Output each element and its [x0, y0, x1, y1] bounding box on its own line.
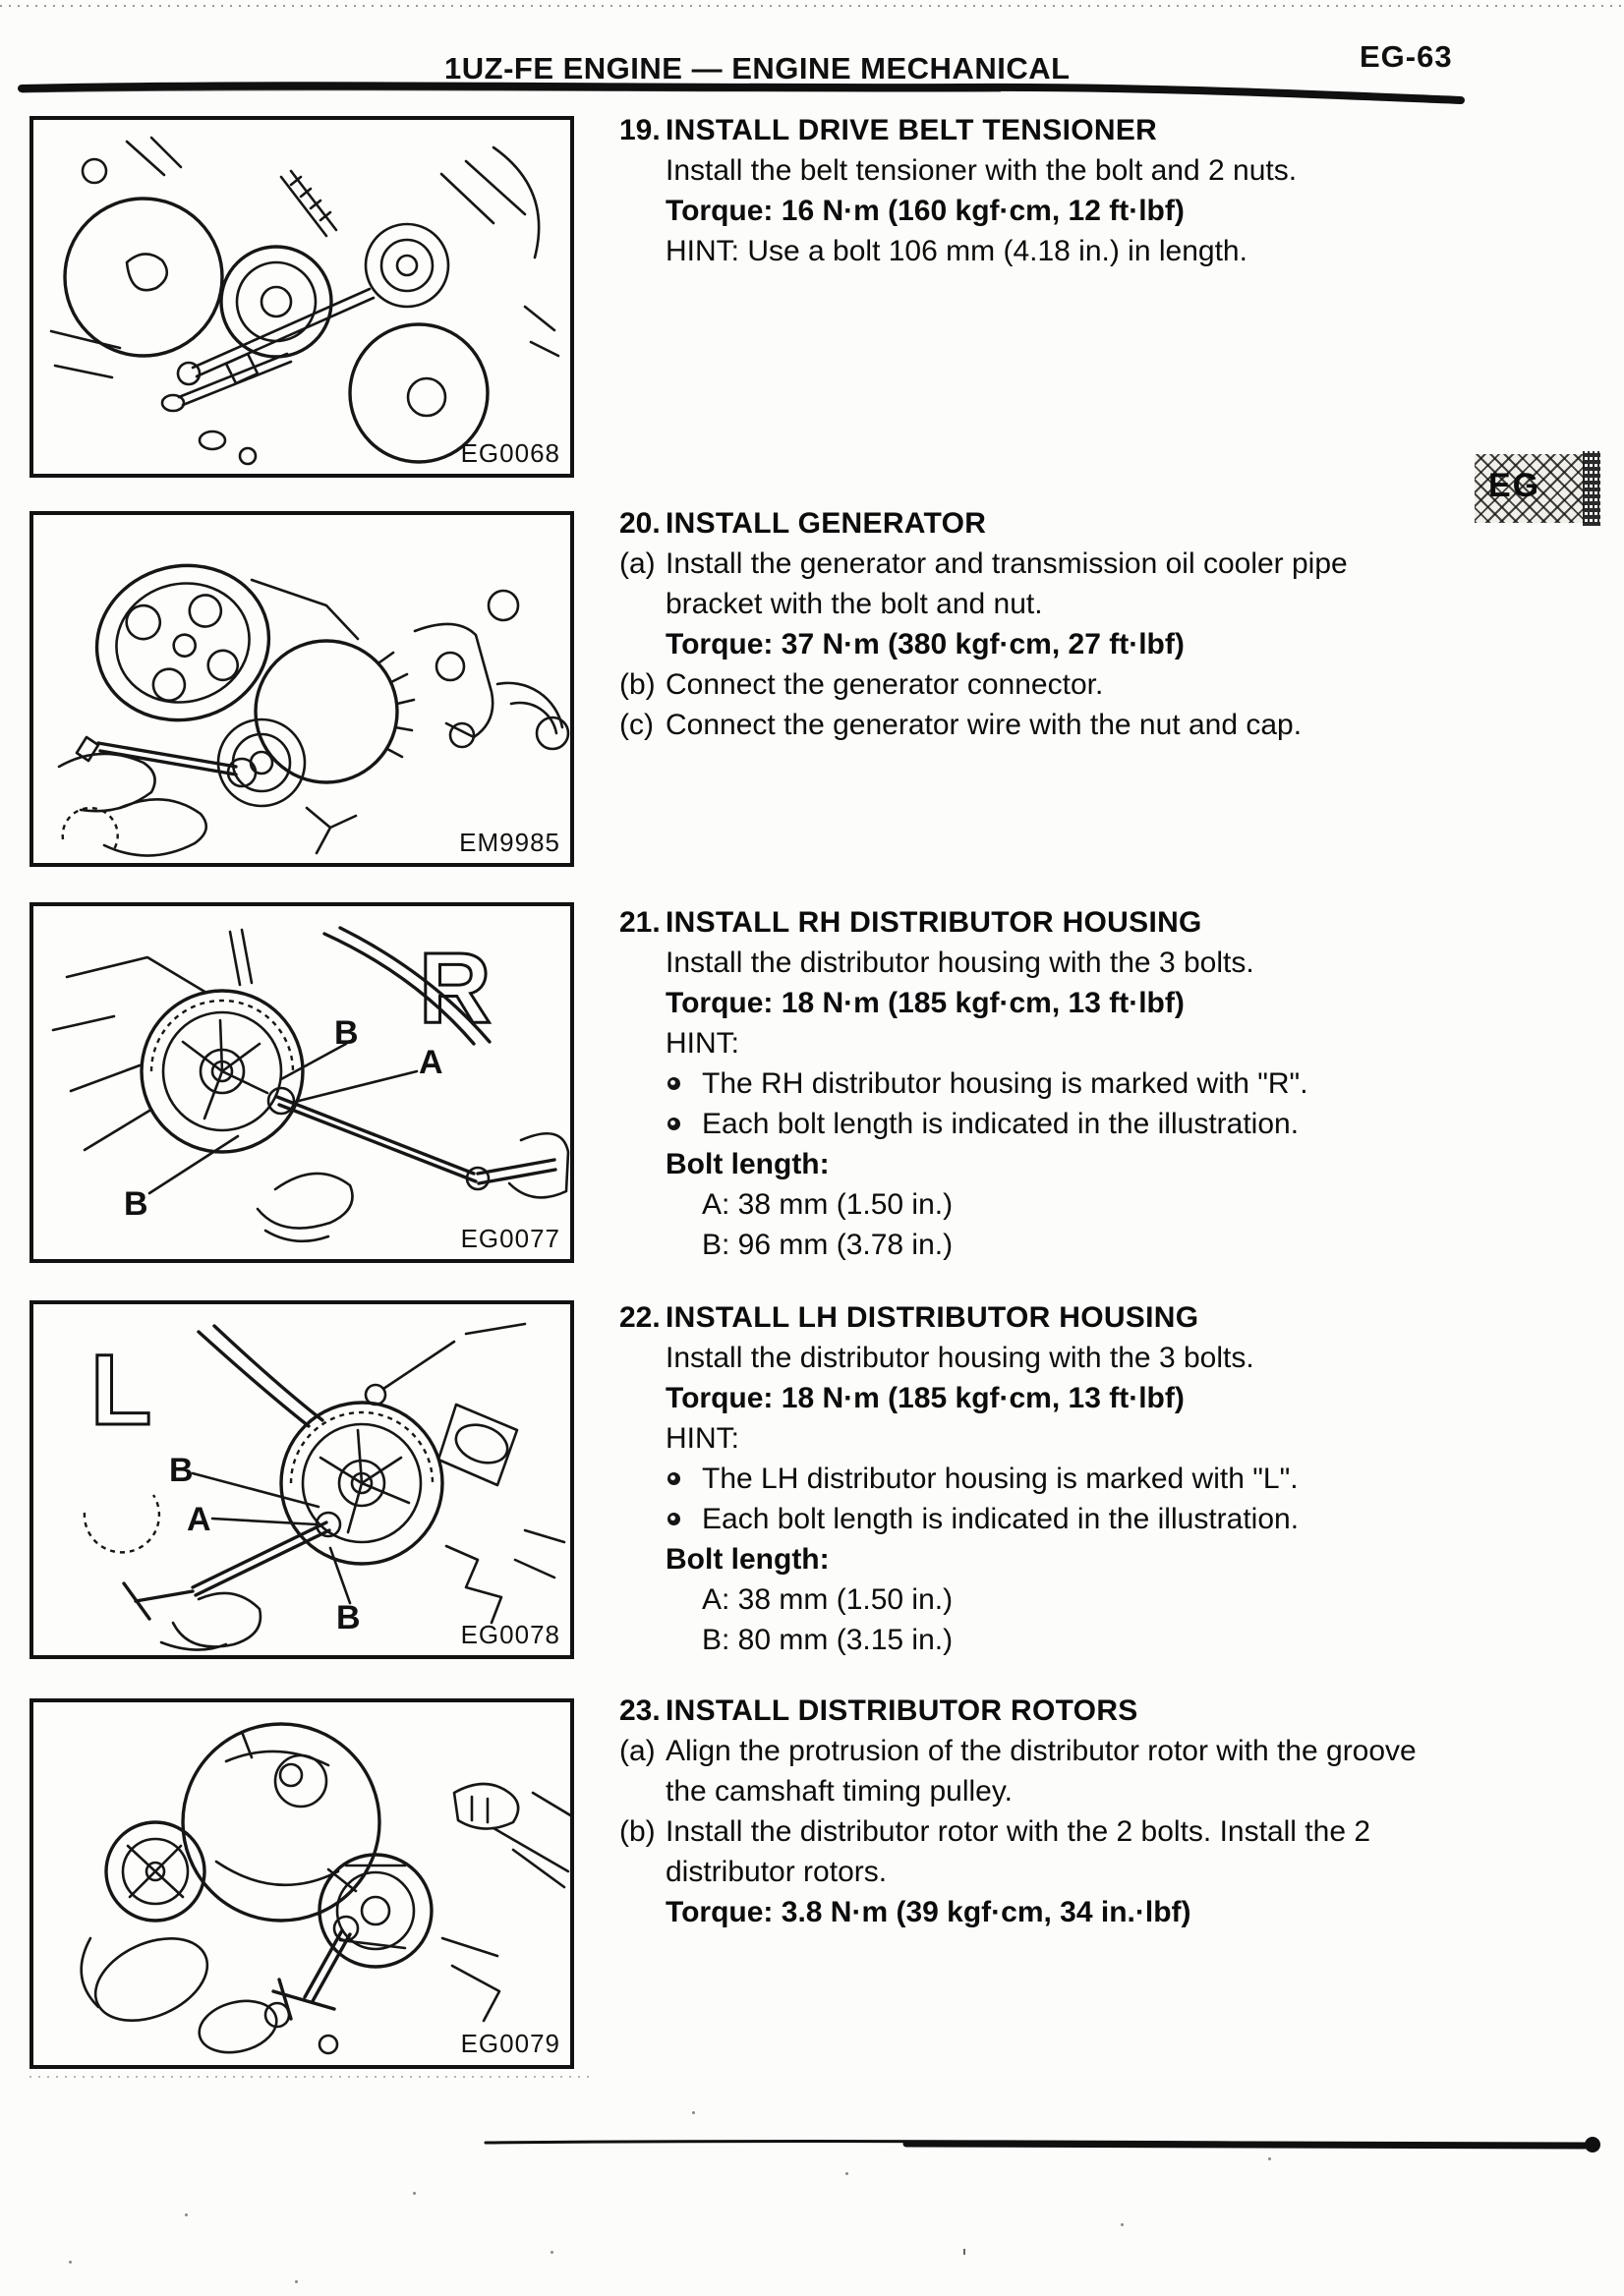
- figure-code: EG0077: [460, 1224, 560, 1253]
- torque-spec: Torque: 16 N·m (160 kgf·cm, 12 ft·lbf): [666, 195, 1185, 227]
- step-text: Connect the generator wire with the nut and cap.: [666, 709, 1303, 741]
- spec-value: B: 96 mm (3.78 in.): [702, 1229, 954, 1261]
- instruction-step: [619, 1811, 1450, 1892]
- scan-speck: [413, 2192, 416, 2195]
- torque-spec: Torque: 3.8 N·m (39 kgf·cm, 34 in.·lbf): [666, 1896, 1191, 1928]
- figure-illustration: [33, 120, 570, 474]
- body-text: HINT: Use a bolt 106 mm (4.18 in.) in length.: [666, 235, 1247, 267]
- instruction-step: [619, 544, 1450, 624]
- bolt-callout-b: B: [169, 1452, 194, 1489]
- figure-code: EG0078: [460, 1620, 560, 1649]
- section-heading: [619, 902, 1450, 943]
- housing-mark-letter: R: [419, 932, 492, 1044]
- section-heading: [619, 110, 1450, 150]
- engine-line-art: [82, 1724, 570, 2060]
- step-text: Connect the generator connector.: [666, 668, 1104, 701]
- section-title: INSTALL DRIVE BELT TENSIONER: [666, 114, 1158, 146]
- body-text: HINT:: [666, 1027, 739, 1060]
- instruction-step: [619, 705, 1450, 745]
- spec-label: Bolt length:: [666, 1148, 830, 1180]
- bolt-callout-b2: B: [336, 1599, 361, 1636]
- header-rule: [18, 77, 1473, 110]
- section-title: INSTALL DISTRIBUTOR ROTORS: [666, 1694, 1138, 1727]
- section-19-install-drive-belt-tensioner: [619, 110, 1450, 271]
- hint-text: The RH distributor housing is marked with "R".: [702, 1067, 1308, 1100]
- scan-speck: [69, 2261, 72, 2264]
- spec-value: A: 38 mm (1.50 in.): [702, 1583, 954, 1616]
- step-marker: (b): [619, 668, 656, 701]
- section-22-install-lh-distributor-housing: [619, 1297, 1450, 1660]
- hint-bullet-line: [619, 1499, 1450, 1539]
- section-20-install-generator: [619, 503, 1450, 745]
- instruction-step: [619, 1731, 1450, 1811]
- scan-artifact-bottom-dots: [29, 2076, 595, 2078]
- bullet-icon: [666, 1459, 702, 1499]
- section-number: 22.: [619, 1301, 661, 1334]
- bolt-callout-b2: B: [124, 1185, 148, 1223]
- body-text: Install the distributor housing with the 3 bolts.: [666, 1342, 1254, 1374]
- scan-speck: [295, 2280, 298, 2283]
- figure-distributor-rotors: [29, 1698, 574, 2069]
- footer-rule: [484, 2131, 1614, 2156]
- section-title: INSTALL GENERATOR: [666, 507, 987, 540]
- scan-speck: [963, 2249, 965, 2255]
- section-heading: [619, 503, 1450, 544]
- figure-code: EG0068: [460, 438, 560, 468]
- figure-code: EM9985: [459, 828, 560, 857]
- step-marker: (c): [619, 709, 654, 741]
- section-tab-eg: [1475, 454, 1585, 523]
- section-number: 21.: [619, 906, 661, 939]
- engine-line-art: [85, 1324, 564, 1650]
- scan-speck: [551, 2251, 553, 2254]
- spec-value: A: 38 mm (1.50 in.): [702, 1188, 954, 1221]
- section-heading: [619, 1297, 1450, 1338]
- step-marker: (b): [619, 1815, 656, 1848]
- step-text: Align the protrusion of the distributor rotor with the groove the camshaft timing pulley.: [666, 1735, 1417, 1808]
- body-text: HINT:: [666, 1422, 739, 1455]
- figure-illustration: [33, 1702, 570, 2065]
- step-text: Install the distributor rotor with the 2 bolts. Install the 2 distributor rotors.: [666, 1815, 1371, 1888]
- spec-label: Bolt length:: [666, 1543, 830, 1576]
- hint-text: Each bolt length is indicated in the illustration.: [702, 1108, 1300, 1140]
- step-marker: (a): [619, 547, 656, 580]
- body-text: Install the belt tensioner with the bolt and 2 nuts.: [666, 154, 1298, 187]
- bolt-callout-a: A: [187, 1501, 211, 1538]
- hint-bullet-line: [619, 1459, 1450, 1499]
- figure-illustration: [33, 515, 570, 863]
- section-title: INSTALL LH DISTRIBUTOR HOUSING: [666, 1301, 1199, 1334]
- bullet-icon: [666, 1063, 702, 1104]
- figure-illustration: [33, 1304, 570, 1655]
- torque-spec: Torque: 37 N·m (380 kgf·cm, 27 ft·lbf): [666, 628, 1185, 660]
- scan-speck: [692, 2111, 695, 2114]
- step-marker: (a): [619, 1735, 656, 1767]
- spec-value: B: 80 mm (3.15 in.): [702, 1624, 954, 1656]
- section-number: 20.: [619, 507, 661, 540]
- engine-line-art: [51, 138, 558, 464]
- figure-illustration: [33, 906, 570, 1259]
- section-tab-label: EG: [1488, 467, 1541, 504]
- hint-text: The LH distributor housing is marked with "L".: [702, 1463, 1299, 1495]
- scan-speck: [1268, 2157, 1271, 2160]
- scan-speck: [185, 2213, 188, 2216]
- scan-speck: [845, 2172, 848, 2175]
- housing-mark-letter: L: [90, 1334, 152, 1446]
- figure-lh-distributor-housing: [29, 1300, 574, 1659]
- torque-spec: Torque: 18 N·m (185 kgf·cm, 13 ft·lbf): [666, 987, 1185, 1019]
- section-number: 19.: [619, 114, 661, 146]
- section-heading: [619, 1691, 1450, 1731]
- hint-bullet-line: [619, 1104, 1450, 1144]
- section-23-install-distributor-rotors: [619, 1691, 1450, 1932]
- bolt-callout-b: B: [334, 1014, 359, 1052]
- figure-code: EG0079: [460, 2029, 560, 2058]
- bullet-icon: [666, 1499, 702, 1539]
- figure-drive-belt-tensioner: [29, 116, 574, 478]
- figure-generator: [29, 511, 574, 867]
- section-21-install-rh-distributor-housing: [619, 902, 1450, 1265]
- bolt-callout-a: A: [419, 1044, 443, 1081]
- instruction-step: [619, 664, 1450, 705]
- bullet-icon: [666, 1104, 702, 1144]
- figure-rh-distributor-housing: [29, 902, 574, 1263]
- hint-text: Each bolt length is indicated in the illustration.: [702, 1503, 1300, 1535]
- section-number: 23.: [619, 1694, 661, 1727]
- body-text: Install the distributor housing with the 3 bolts.: [666, 947, 1254, 979]
- page-title: 1UZ-FE ENGINE — ENGINE MECHANICAL: [444, 51, 1071, 86]
- page-number: EG-63: [1360, 39, 1453, 74]
- hint-bullet-line: [619, 1063, 1450, 1104]
- scan-artifact-top: [0, 5, 1624, 7]
- engine-line-art: [59, 547, 568, 855]
- section-title: INSTALL RH DISTRIBUTOR HOUSING: [666, 906, 1202, 939]
- torque-spec: Torque: 18 N·m (185 kgf·cm, 13 ft·lbf): [666, 1382, 1185, 1414]
- step-text: Install the generator and transmission oil cooler pipe bracket with the bolt and nut.: [666, 547, 1348, 620]
- scan-speck: [1121, 2223, 1124, 2226]
